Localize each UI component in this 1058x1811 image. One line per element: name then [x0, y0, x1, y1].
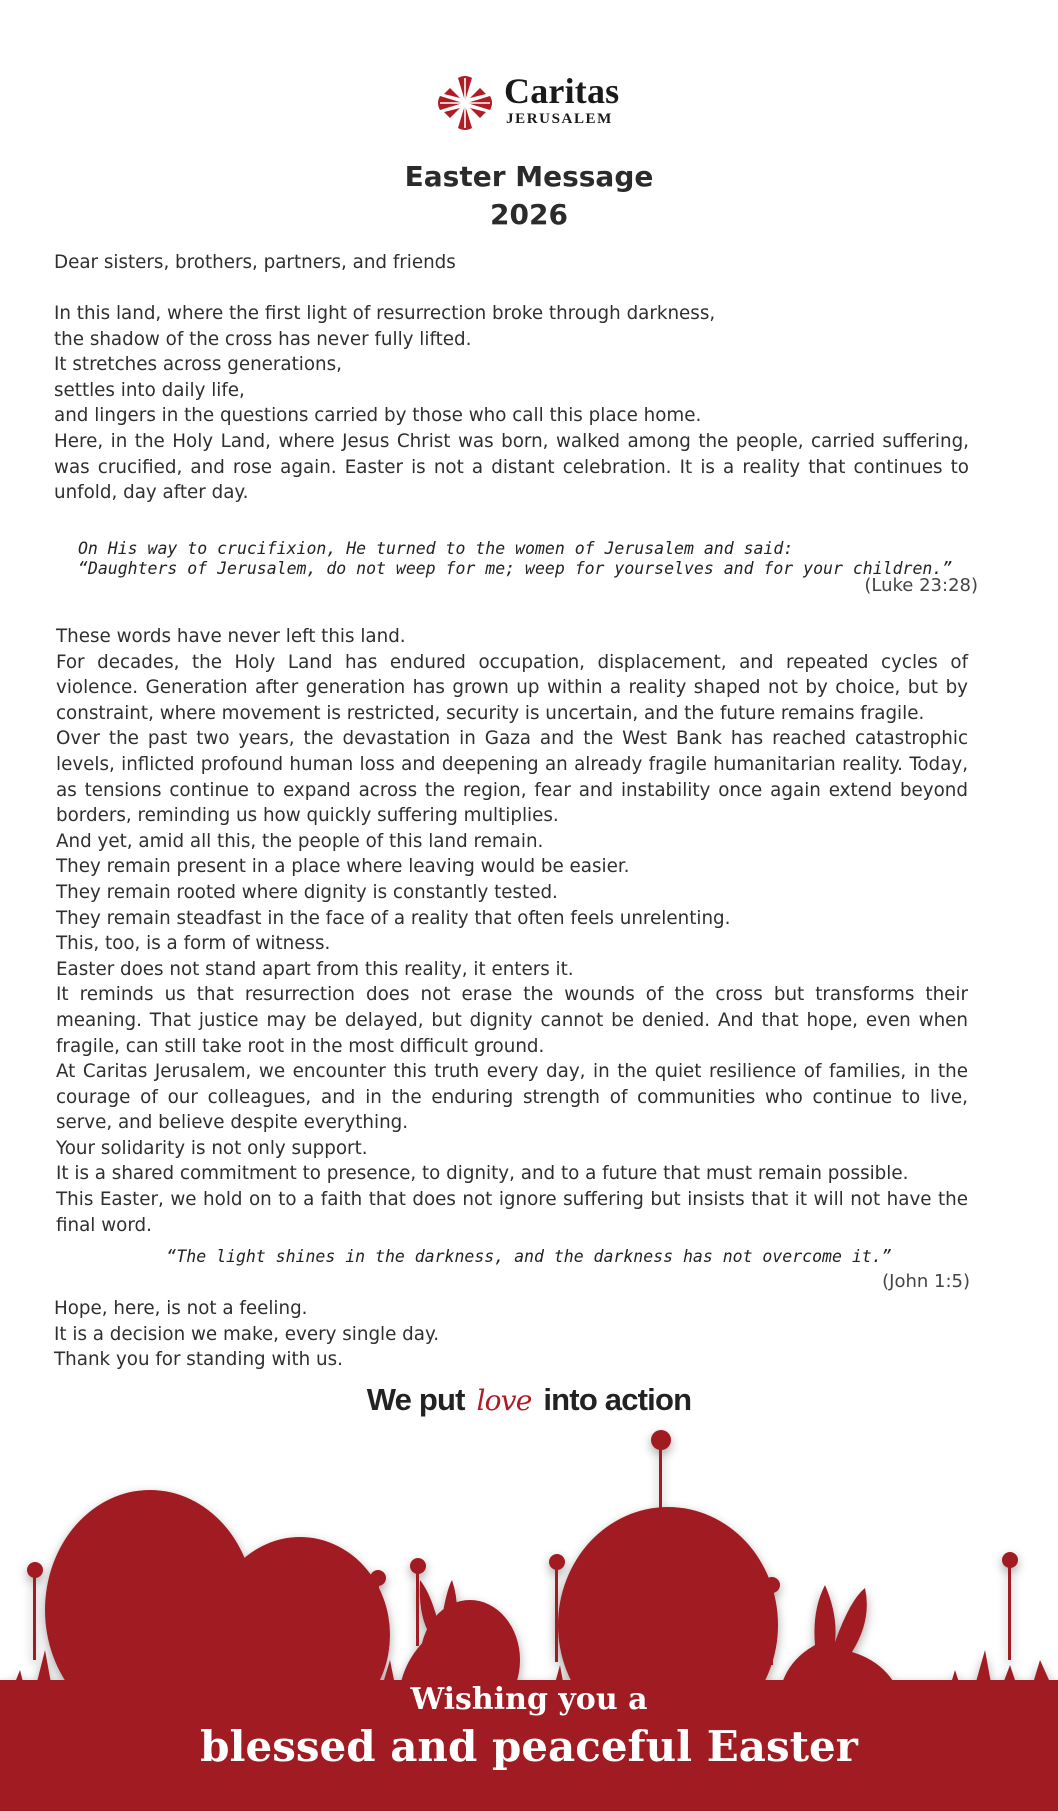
quote-line: “Daughters of Jerusalem, do not weep for me; weep for yourselves and for your children.”	[78, 559, 953, 578]
body-paragraph: Your solidarity is not only support.	[56, 1137, 368, 1159]
body-paragraph: They remain rooted where dignity is constantly tested.	[56, 881, 558, 903]
page-title-year: 2026	[490, 198, 568, 231]
body-paragraph: Over the past two years, the devastation in Gaza and the West Bank has reached catastrophic levels, inflicted profound human loss and deepening an already fragile humanitarian reality. Today, as tensions continue to expand across the region, fear and instability once again extend beyond borders, reminding us how quickly suffering multiplies.	[56, 728, 968, 827]
body-paragraph: For decades, the Holy Land has endured occupation, displacement, and repeated cycles of violence. Generation after generation has grown up within a reality shaped not by choice, but by constraint, where movement is restricted, security is uncertain, and the future remains fragile.	[56, 651, 968, 724]
caritas-logo	[436, 71, 626, 132]
body-paragraph: They remain steadfast in the face of a reality that often feels unrelenting.	[56, 907, 731, 929]
caritas-cross-icon	[436, 74, 494, 132]
body-paragraph: These words have never left this land.	[56, 626, 406, 647]
intro-line: settles into daily life,	[54, 379, 245, 401]
closing-quote-reference: (John 1:5)	[882, 1271, 970, 1292]
tagline-after: into action	[543, 1382, 692, 1417]
body-paragraph: They remain present in a place where leaving would be easier.	[56, 856, 630, 878]
closing-line: Hope, here, is not a feeling.	[54, 1298, 308, 1319]
body-paragraph: At Caritas Jerusalem, we encounter this truth every day, in the quiet resilience of families, in the courage of our colleagues, and in the enduring strength of communities who continue to live, serve, and believe despite everything.	[56, 1061, 968, 1134]
greeting: Dear sisters, brothers, partners, and friends	[54, 252, 456, 273]
quote-line: On His way to crucifixion, He turned to the women of Jerusalem and said:	[78, 539, 794, 558]
body-paragraph: This, too, is a form of witness.	[56, 933, 331, 955]
tagline-love: love	[476, 1384, 532, 1417]
closing-line: Thank you for standing with us.	[54, 1349, 343, 1371]
body-paragraph: This Easter, we hold on to a faith that does not ignore suffering but insists that it will not have the final word.	[56, 1189, 968, 1236]
intro-line: It stretches across generations,	[54, 354, 342, 376]
body-paragraph: Easter does not stand apart from this reality, it enters it.	[56, 958, 574, 980]
page-title: Easter Message	[404, 160, 654, 193]
intro-line: In this land, where the first light of resurrection broke through darkness,	[54, 303, 716, 324]
intro-paragraph: Here, in the Holy Land, where Jesus Christ was born, walked among the people, carried suffering, was crucified, and rose again. Easter is not a distant celebration. It is a reality that continues to unfold, day after day.	[54, 430, 969, 504]
tagline	[0, 1382, 1058, 1418]
intro-line: and lingers in the questions carried by those who call this place home.	[54, 405, 702, 427]
intro-line: the shadow of the cross has never fully lifted.	[54, 328, 472, 350]
quote-reference: (Luke 23:28)	[864, 575, 978, 596]
wish-line-2: blessed and peaceful Easter	[200, 1722, 858, 1771]
body-paragraph: It reminds us that resurrection does not erase the wounds of the cross but transforms their meaning. That justice may be delayed, but dignity cannot be denied. And that hope, even when fragile, can still take root in the most difficult ground.	[56, 984, 968, 1057]
logo-subtitle: JERUSALEM	[506, 111, 613, 127]
logo-name: Caritas	[504, 71, 620, 111]
wish-line-1: Wishing you a	[410, 1682, 648, 1717]
closing-quote: “The light shines in the darkness, and the darkness has not overcome it.”	[166, 1247, 892, 1266]
body-paragraph: And yet, amid all this, the people of this land remain.	[56, 830, 544, 852]
closing-line: It is a decision we make, every single day.	[54, 1323, 440, 1345]
body-paragraph: It is a shared commitment to presence, to dignity, and to a future that must remain possible.	[56, 1163, 909, 1185]
tagline-before: We put	[366, 1382, 465, 1417]
